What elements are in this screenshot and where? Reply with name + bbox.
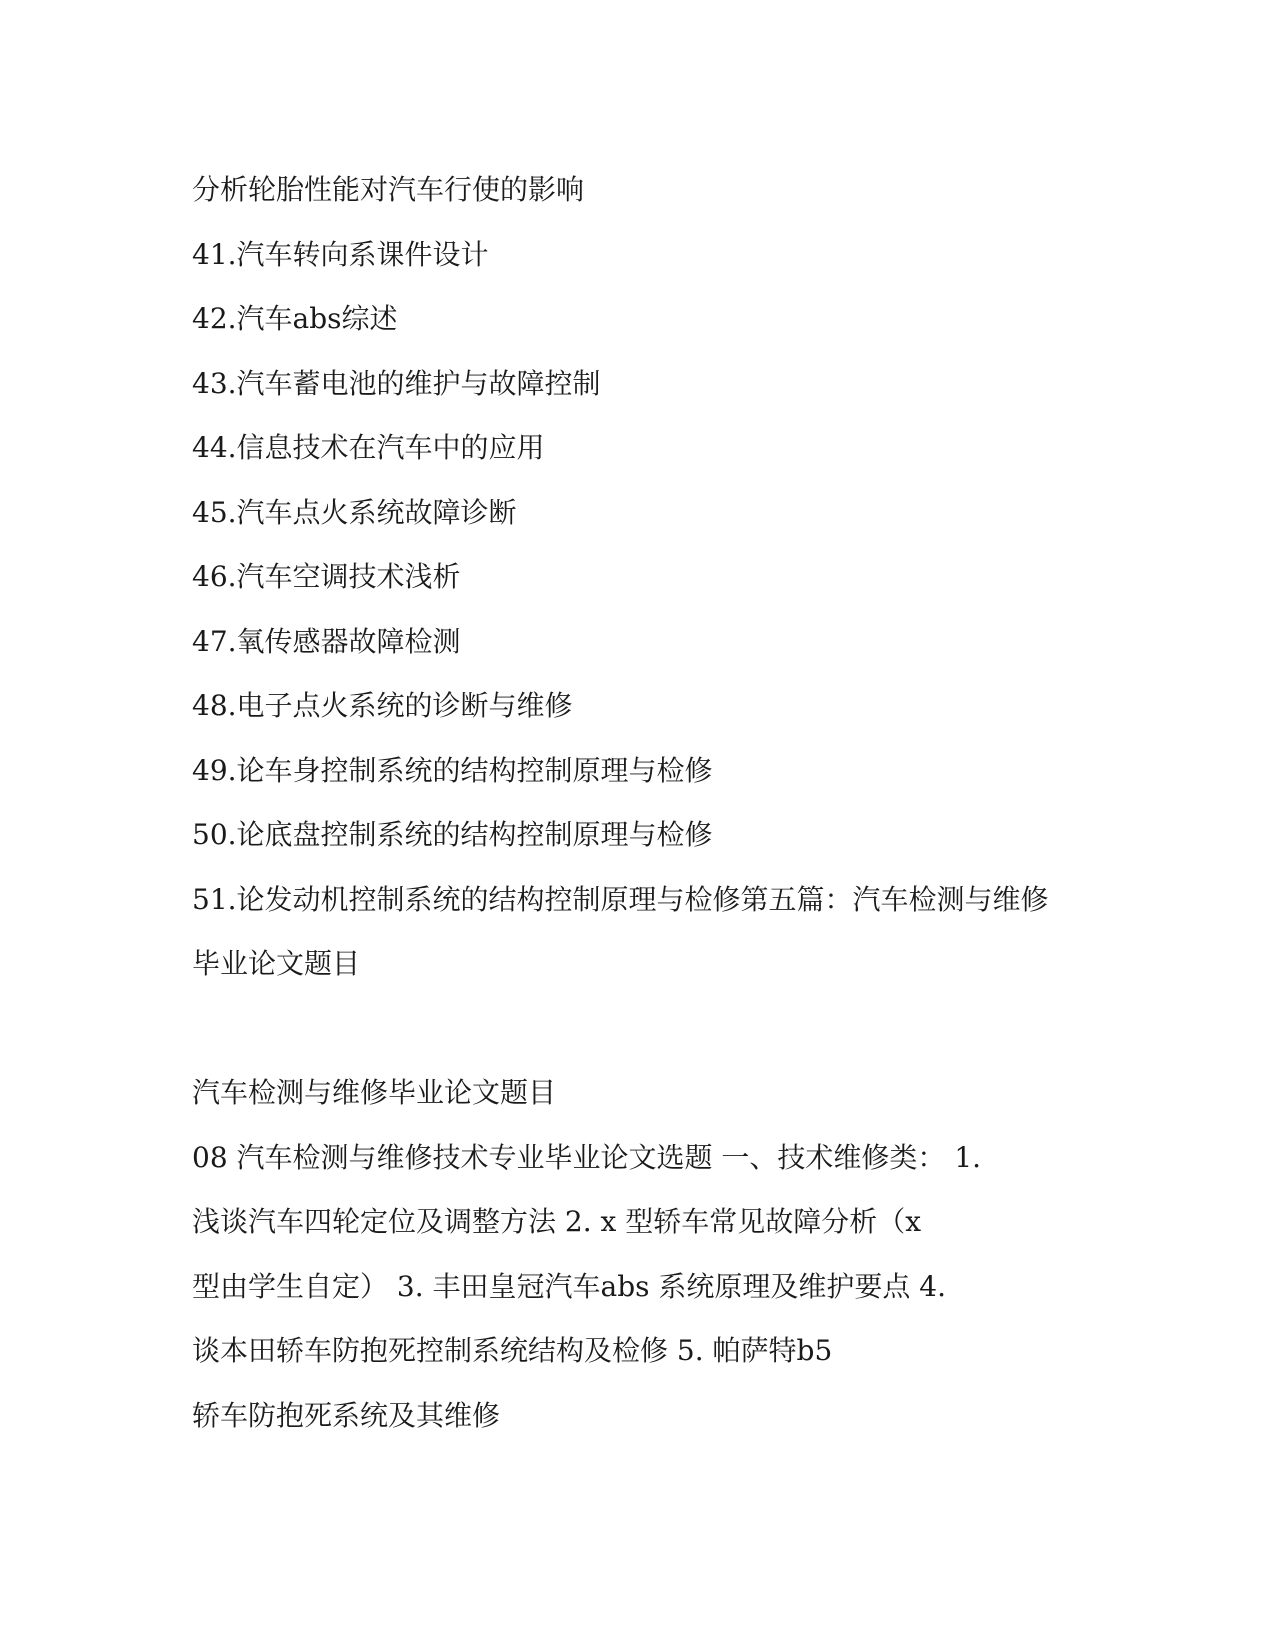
paragraph-line: 谈本田轿车防抱死控制系统结构及检修 5. 帕萨特b5	[192, 1334, 833, 1367]
list-item-43: 43.汽车蓄电池的维护与故障控制	[192, 366, 601, 400]
paragraph-line: 08 汽车检测与维修技术专业毕业论文选题 一、技术维修类： 1.	[192, 1140, 982, 1174]
text-line: 分析轮胎性能对汽车行使的影响	[192, 173, 585, 206]
list-item-46: 46.汽车空调技术浅析	[192, 560, 461, 593]
list-item-47: 47.氧传感器故障检测	[192, 624, 461, 658]
paragraph-line: 浅谈汽车四轮定位及调整方法 2. x 型轿车常见故障分析（x	[192, 1205, 922, 1238]
list-item-45: 45.汽车点火系统故障诊断	[192, 495, 517, 529]
document-body	[192, 158, 1092, 1448]
list-item-44: 44.信息技术在汽车中的应用	[192, 431, 545, 464]
list-item-42: 42.汽车abs综述	[192, 302, 398, 335]
list-item-48: 48.电子点火系统的诊断与维修	[192, 689, 573, 722]
paragraph-line: 轿车防抱死系统及其维修	[192, 1398, 501, 1432]
list-item-41: 41.汽车转向系课件设计	[192, 237, 489, 271]
list-item-50: 50.论底盘控制系统的结构控制原理与检修	[192, 818, 713, 851]
list-item-49: 49.论车身控制系统的结构控制原理与检修	[192, 753, 713, 787]
paragraph-line: 型由学生自定） 3. 丰田皇冠汽车abs 系统原理及维护要点 4.	[192, 1269, 947, 1303]
text-line: 毕业论文题目	[192, 947, 361, 980]
list-item-51: 51.论发动机控制系统的结构控制原理与检修第五篇：汽车检测与维修	[192, 882, 1049, 916]
section-heading: 汽车检测与维修毕业论文题目	[192, 1076, 557, 1109]
section-spacer	[192, 997, 1092, 1062]
